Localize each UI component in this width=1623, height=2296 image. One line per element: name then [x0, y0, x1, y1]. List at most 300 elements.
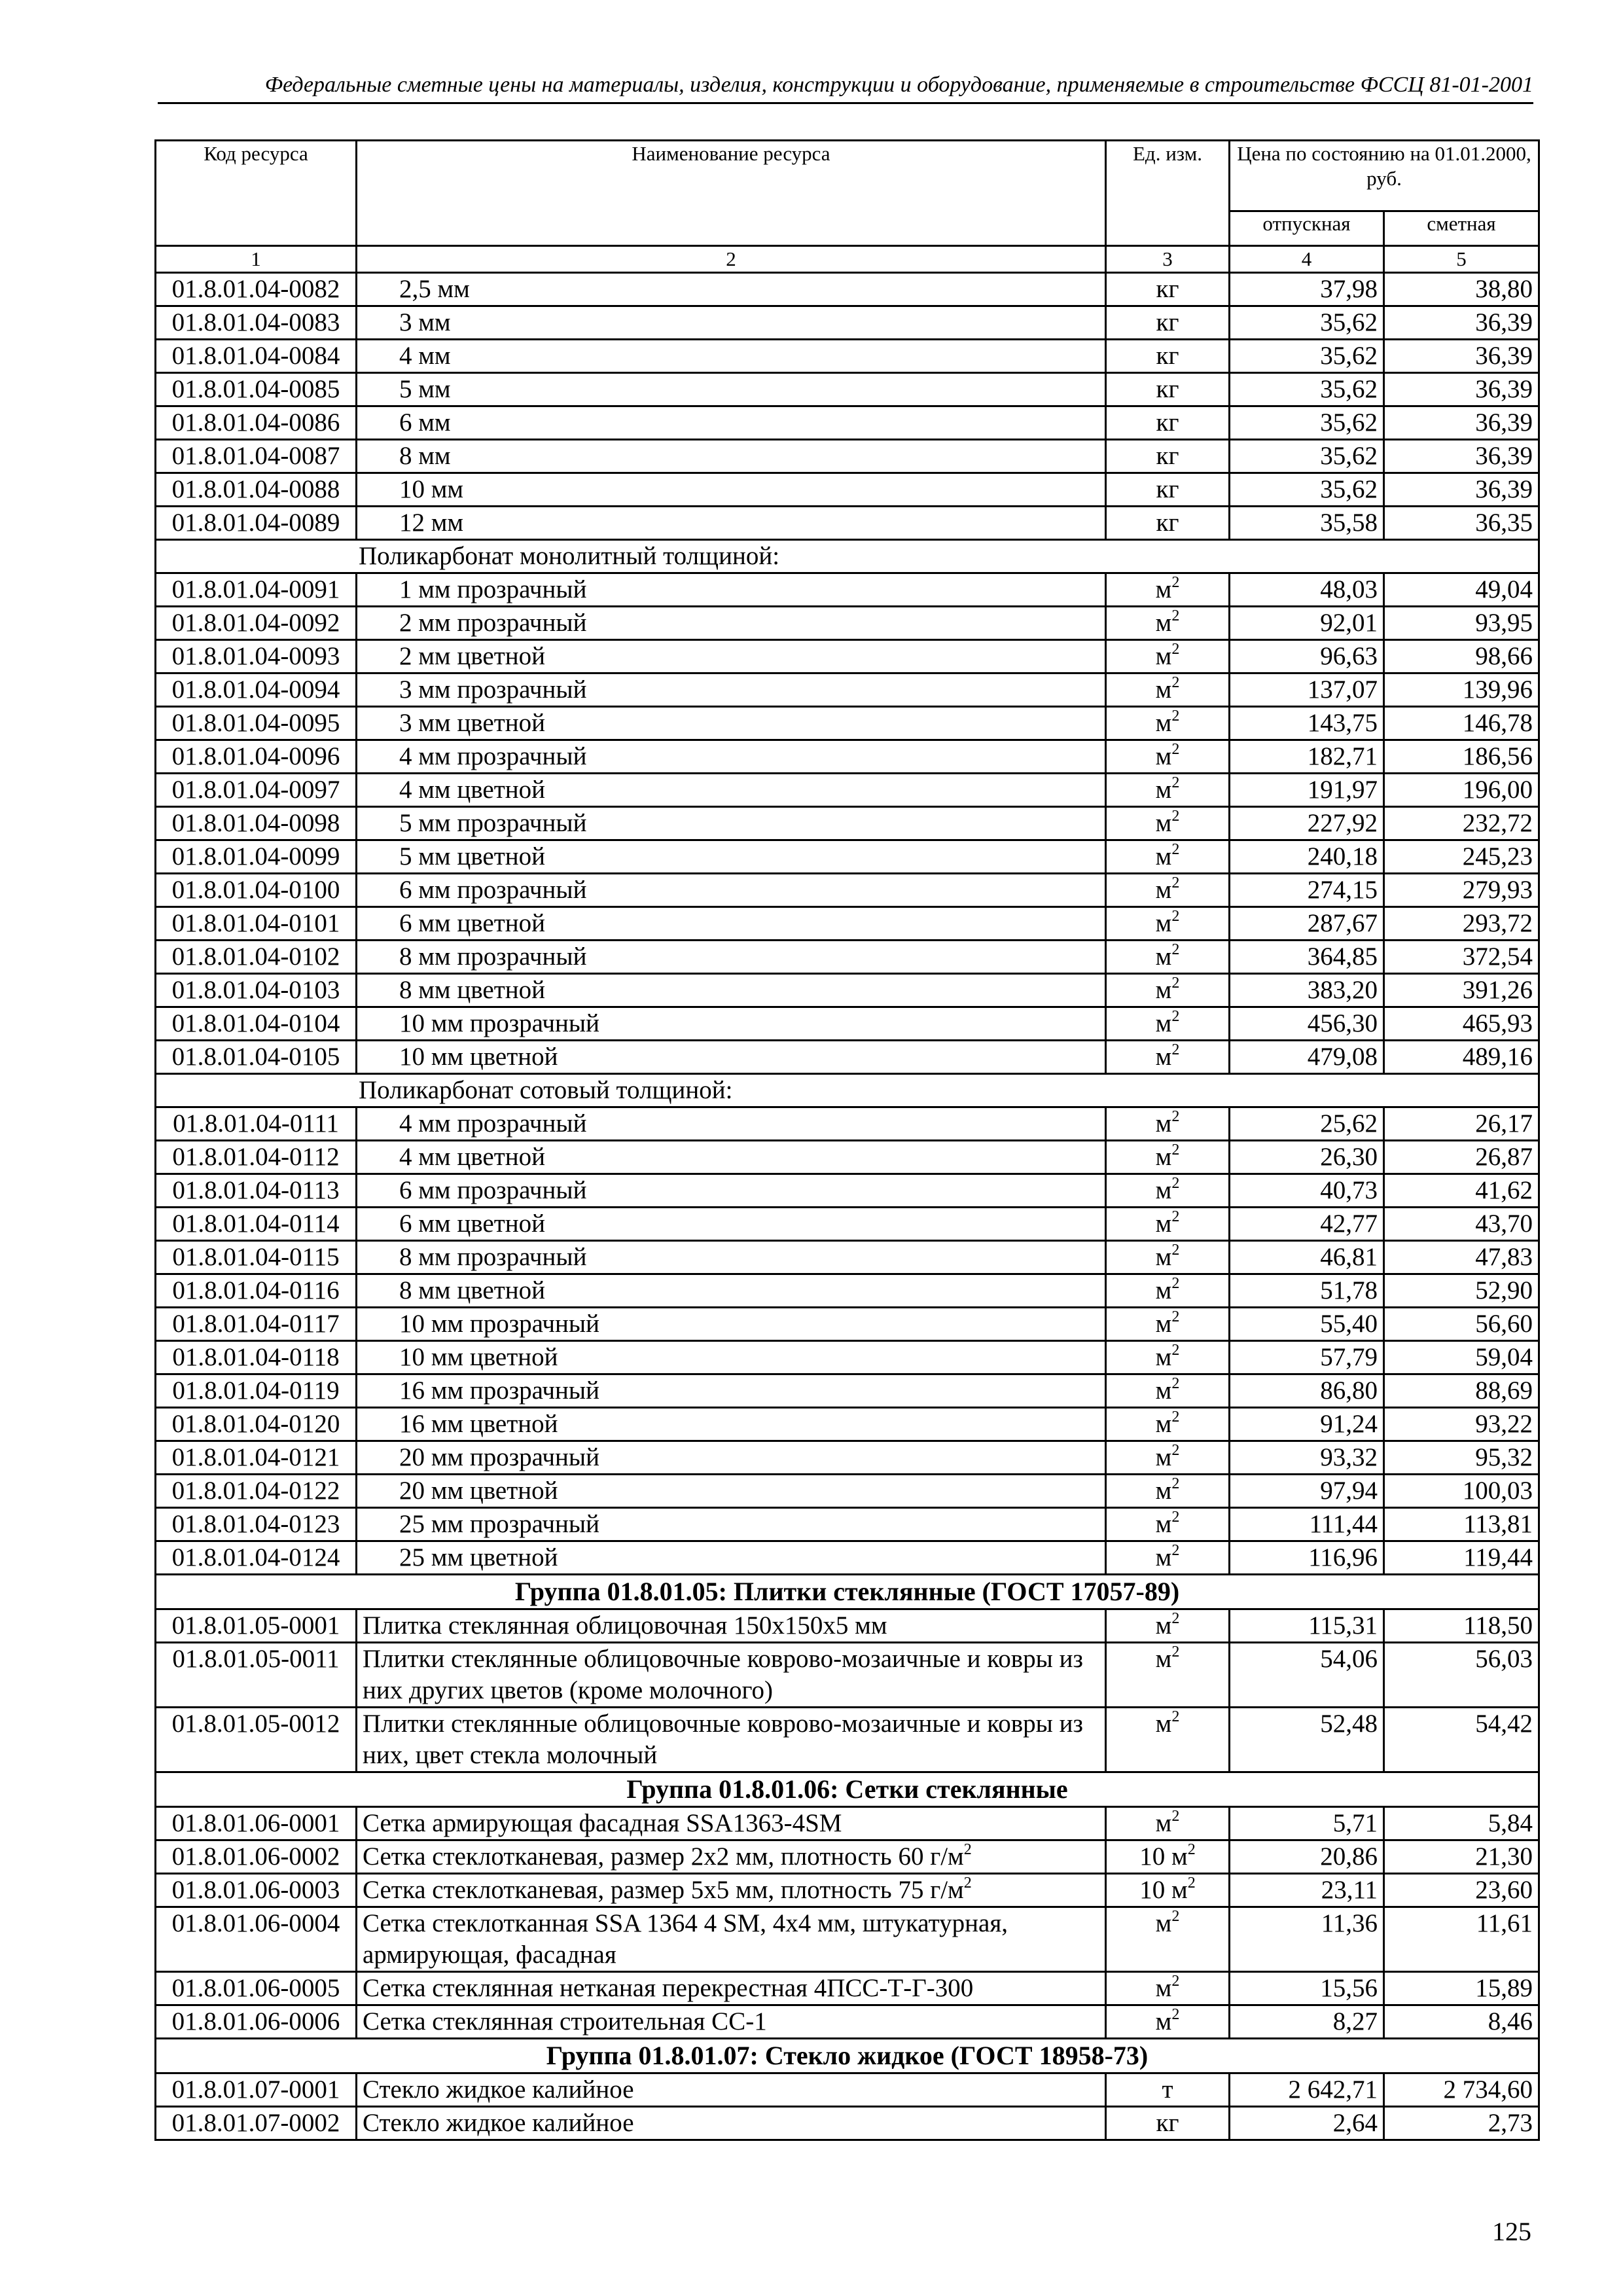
- price-release: 274,15: [1230, 874, 1384, 907]
- resource-name-text: 1 мм прозрачный: [399, 575, 587, 603]
- unit-superscript: 2: [1171, 1408, 1180, 1426]
- table-row: [156, 1541, 1539, 1575]
- unit-cell: [1106, 340, 1230, 373]
- resource-name: [357, 1907, 1106, 1972]
- price-estimate: 146,78: [1384, 707, 1539, 740]
- price-estimate: 5,84: [1384, 1807, 1539, 1840]
- resource-name: [357, 2107, 1106, 2140]
- unit-cell: [1106, 1308, 1230, 1341]
- unit-text: м: [1155, 675, 1172, 704]
- resource-code: 01.8.01.04-0098: [156, 807, 357, 840]
- resource-name: [357, 640, 1106, 673]
- resource-name: [357, 1541, 1106, 1575]
- unit-superscript: 2: [1171, 975, 1180, 992]
- resource-name: [357, 1807, 1106, 1840]
- resource-code: 01.8.01.04-0089: [156, 507, 357, 540]
- table-row: [156, 1840, 1539, 1874]
- unit-text: кг: [1156, 342, 1179, 370]
- resource-code: 01.8.01.04-0095: [156, 707, 357, 740]
- resource-name: [357, 707, 1106, 740]
- group-header-row: [156, 1772, 1539, 1807]
- price-release: 48,03: [1230, 573, 1384, 607]
- resource-name-text: 16 мм прозрачный: [399, 1376, 599, 1405]
- unit-text: м: [1155, 642, 1172, 670]
- price-estimate: 54,42: [1384, 1708, 1539, 1772]
- resource-code: 01.8.01.07-0002: [156, 2107, 357, 2140]
- unit-cell: [1106, 1107, 1230, 1141]
- table-row: [156, 640, 1539, 673]
- resource-name: [357, 2005, 1106, 2039]
- resource-name: [357, 974, 1106, 1007]
- unit-text: м: [1155, 1410, 1172, 1438]
- unit-text: м: [1155, 742, 1172, 770]
- price-release: 37,98: [1230, 273, 1384, 306]
- group-header-row: [156, 1575, 1539, 1609]
- resource-name-text: Плитки стеклянные облицовочные коврово-мозаичные и ковры из них, цвет стекла молочный: [363, 1710, 1083, 1769]
- unit-cell: [1106, 1174, 1230, 1208]
- unit-cell: [1106, 373, 1230, 406]
- price-estimate: 232,72: [1384, 807, 1539, 840]
- price-release: 26,30: [1230, 1141, 1384, 1174]
- resource-name: [357, 1208, 1106, 1241]
- unit-superscript: 2: [1171, 607, 1180, 624]
- table-row: [156, 373, 1539, 406]
- resource-name-text: 10 мм цветной: [399, 1343, 558, 1371]
- price-release: 92,01: [1230, 607, 1384, 640]
- price-estimate: 8,46: [1384, 2005, 1539, 2039]
- unit-superscript: 2: [1171, 641, 1180, 658]
- resource-name: [357, 907, 1106, 941]
- price-release: 42,77: [1230, 1208, 1384, 1241]
- resource-name: [357, 1840, 1106, 1874]
- resource-name: [357, 440, 1106, 473]
- resource-code: 01.8.01.06-0001: [156, 1807, 357, 1840]
- unit-text: м: [1155, 1909, 1172, 1937]
- resource-name-text: 25 мм цветной: [399, 1543, 558, 1571]
- resource-name-text: 6 мм цветной: [399, 909, 546, 937]
- resource-name-text: Сетка армирующая фасадная SSA1363-4SM: [363, 1809, 842, 1837]
- resource-code: 01.8.01.06-0006: [156, 2005, 357, 2039]
- group-header-row: [156, 2039, 1539, 2073]
- resource-name-text: Сетка стеклотканевая, размер 2х2 мм, плотность 60 г/м: [363, 1842, 964, 1871]
- resource-code: 01.8.01.04-0116: [156, 1274, 357, 1308]
- price-estimate: 139,96: [1384, 673, 1539, 707]
- resource-code: 01.8.01.04-0118: [156, 1341, 357, 1374]
- unit-cell: [1106, 473, 1230, 507]
- unit-text: кг: [1156, 275, 1179, 303]
- unit-cell: [1106, 1341, 1230, 1374]
- price-release: 2,64: [1230, 2107, 1384, 2140]
- resource-name-text: 6 мм прозрачный: [399, 876, 587, 904]
- price-release: 383,20: [1230, 974, 1384, 1007]
- price-release: 35,62: [1230, 440, 1384, 473]
- unit-cell: [1106, 2005, 1230, 2039]
- resource-name-text: 8 мм цветной: [399, 1276, 546, 1304]
- resource-name: [357, 1174, 1106, 1208]
- page-number: 125: [1492, 2217, 1531, 2246]
- resource-code: 01.8.01.05-0011: [156, 1643, 357, 1708]
- resource-name-text: Плитки стеклянные облицовочные коврово-мозаичные и ковры из них других цветов (кроме молочного): [363, 1645, 1083, 1704]
- table-row: [156, 774, 1539, 807]
- price-release: 93,32: [1230, 1441, 1384, 1475]
- price-estimate: 23,60: [1384, 1874, 1539, 1907]
- price-estimate: 41,62: [1384, 1174, 1539, 1208]
- resource-name: [357, 273, 1106, 306]
- unit-superscript: 2: [1171, 908, 1180, 925]
- price-estimate: 245,23: [1384, 840, 1539, 874]
- price-estimate: 95,32: [1384, 1441, 1539, 1475]
- unit-cell: [1106, 406, 1230, 440]
- unit-cell: [1106, 740, 1230, 774]
- resource-name-text: 5 мм: [399, 375, 451, 403]
- resource-code: 01.8.01.04-0119: [156, 1374, 357, 1408]
- price-release: 456,30: [1230, 1007, 1384, 1041]
- price-release: 5,71: [1230, 1807, 1384, 1840]
- table-row: [156, 2107, 1539, 2140]
- resource-code: 01.8.01.04-0097: [156, 774, 357, 807]
- group-title: Группа 01.8.01.07: Стекло жидкое (ГОСТ 18958-73): [156, 2039, 1539, 2073]
- resource-name: [357, 1475, 1106, 1508]
- resource-code: 01.8.01.04-0082: [156, 273, 357, 306]
- resource-name-text: 16 мм цветной: [399, 1410, 558, 1438]
- price-release: 8,27: [1230, 2005, 1384, 2039]
- resource-code: 01.8.01.04-0112: [156, 1141, 357, 1174]
- resource-code: 01.8.01.04-0104: [156, 1007, 357, 1041]
- unit-superscript: 2: [1171, 1041, 1180, 1058]
- price-estimate: 36,39: [1384, 306, 1539, 340]
- price-release: 46,81: [1230, 1241, 1384, 1274]
- resource-name-text: 20 мм прозрачный: [399, 1443, 599, 1471]
- unit-text: м: [1155, 1974, 1172, 2002]
- resource-name: [357, 1274, 1106, 1308]
- unit-cell: [1106, 840, 1230, 874]
- unit-text: м: [1155, 776, 1172, 804]
- resource-name: [357, 1609, 1106, 1643]
- unit-text: м: [1155, 1210, 1172, 1238]
- resource-name-text: 6 мм прозрачный: [399, 1176, 587, 1204]
- price-release: 182,71: [1230, 740, 1384, 774]
- table-row: [156, 740, 1539, 774]
- resource-name-text: 8 мм: [399, 442, 451, 470]
- price-release: 35,62: [1230, 340, 1384, 373]
- unit-cell: [1106, 1541, 1230, 1575]
- price-release: 20,86: [1230, 1840, 1384, 1874]
- unit-superscript: 2: [1171, 1008, 1180, 1025]
- resource-name-text: Сетка стеклотканевая, размер 5х5 мм, плотность 75 г/м: [363, 1876, 964, 1904]
- resource-name-text: 4 мм цветной: [399, 1143, 546, 1171]
- unit-cell: [1106, 707, 1230, 740]
- unit-text: кг: [1156, 509, 1179, 537]
- table-row: [156, 1241, 1539, 1274]
- unit-cell: [1106, 507, 1230, 540]
- price-release: 2 642,71: [1230, 2073, 1384, 2107]
- resource-name: [357, 573, 1106, 607]
- unit-text: м: [1155, 1009, 1172, 1037]
- price-estimate: 56,03: [1384, 1643, 1539, 1708]
- table-row: [156, 1107, 1539, 1141]
- price-release: 287,67: [1230, 907, 1384, 941]
- table-row: [156, 1609, 1539, 1643]
- unit-text: т: [1162, 2075, 1173, 2104]
- unit-text: кг: [1156, 375, 1179, 403]
- resource-name: [357, 607, 1106, 640]
- unit-cell: [1106, 1643, 1230, 1708]
- unit-cell: [1106, 1840, 1230, 1874]
- table-row: [156, 1441, 1539, 1475]
- resource-name: [357, 2073, 1106, 2107]
- table-row: [156, 1508, 1539, 1541]
- resource-name: [357, 774, 1106, 807]
- header-price-release: отпускная: [1230, 211, 1384, 245]
- unit-superscript: 2: [1171, 1542, 1180, 1559]
- table-row: [156, 473, 1539, 507]
- table-row: [156, 1007, 1539, 1041]
- unit-superscript: 2: [1171, 941, 1180, 958]
- resource-name-text: 4 мм цветной: [399, 776, 546, 804]
- price-estimate: 36,39: [1384, 406, 1539, 440]
- price-estimate: 88,69: [1384, 1374, 1539, 1408]
- table-row: [156, 507, 1539, 540]
- unit-superscript: 2: [1171, 1308, 1180, 1325]
- unit-text: кг: [1156, 408, 1179, 437]
- resource-name: [357, 740, 1106, 774]
- table-row: [156, 1475, 1539, 1508]
- unit-superscript: 2: [1171, 674, 1180, 691]
- price-release: 86,80: [1230, 1374, 1384, 1408]
- resource-code: 01.8.01.04-0113: [156, 1174, 357, 1208]
- header-name: Наименование ресурса: [357, 141, 1106, 246]
- unit-text: м: [1155, 809, 1172, 837]
- unit-text: м: [1155, 1710, 1172, 1738]
- subgroup-header-row: [156, 1074, 1539, 1107]
- unit-cell: [1106, 1972, 1230, 2005]
- unit-superscript: 2: [1171, 1141, 1180, 1158]
- table-row: [156, 406, 1539, 440]
- resource-name-text: 2,5 мм: [399, 275, 470, 303]
- unit-text: м: [1155, 1645, 1172, 1673]
- resource-name: [357, 1408, 1106, 1441]
- unit-cell: [1106, 974, 1230, 1007]
- table-row: [156, 673, 1539, 707]
- table-row: [156, 1807, 1539, 1840]
- resource-name-text: 2 мм прозрачный: [399, 609, 587, 637]
- unit-text: м: [1155, 1276, 1172, 1304]
- table-row: [156, 1174, 1539, 1208]
- unit-text: м: [1155, 1343, 1172, 1371]
- unit-superscript: 2: [1171, 1375, 1180, 1392]
- price-release: 479,08: [1230, 1041, 1384, 1074]
- unit-cell: [1106, 1807, 1230, 1840]
- name-superscript: 2: [963, 1841, 972, 1858]
- table-row: [156, 1208, 1539, 1241]
- price-estimate: 38,80: [1384, 273, 1539, 306]
- subgroup-title: Поликарбонат сотовый толщиной:: [156, 1074, 1539, 1107]
- column-number: 4: [1230, 246, 1384, 273]
- resource-code: 01.8.01.04-0102: [156, 941, 357, 974]
- unit-text: м: [1155, 1376, 1172, 1405]
- resource-code: 01.8.01.06-0004: [156, 1907, 357, 1972]
- unit-text: 10 м: [1139, 1876, 1188, 1904]
- resource-name-text: Сетка стеклотканная SSA 1364 4 SM, 4х4 мм, штукатурная, армирующая, фасадная: [363, 1909, 1008, 1969]
- table-row: [156, 440, 1539, 473]
- price-release: 15,56: [1230, 1972, 1384, 2005]
- price-estimate: 47,83: [1384, 1241, 1539, 1274]
- table-row: [156, 1374, 1539, 1408]
- unit-superscript: 2: [1171, 741, 1180, 758]
- unit-text: м: [1155, 709, 1172, 737]
- price-release: 35,58: [1230, 507, 1384, 540]
- resource-name: [357, 306, 1106, 340]
- resource-code: 01.8.01.04-0083: [156, 306, 357, 340]
- price-estimate: 293,72: [1384, 907, 1539, 941]
- resource-name: [357, 507, 1106, 540]
- column-number: 3: [1106, 246, 1230, 273]
- resource-name-text: 20 мм цветной: [399, 1477, 558, 1505]
- unit-text: м: [1155, 909, 1172, 937]
- unit-text: м: [1155, 842, 1172, 870]
- resource-name-text: 4 мм прозрачный: [399, 742, 587, 770]
- price-estimate: 52,90: [1384, 1274, 1539, 1308]
- resource-code: 01.8.01.04-0092: [156, 607, 357, 640]
- resource-name-text: 6 мм: [399, 408, 451, 437]
- resource-code: 01.8.01.04-0091: [156, 573, 357, 607]
- resource-name-text: Сетка стеклянная нетканая перекрестная 4ПСС-Т-Г-300: [363, 1974, 974, 2002]
- resource-name: [357, 1141, 1106, 1174]
- resource-name-text: 8 мм прозрачный: [399, 942, 587, 971]
- unit-cell: [1106, 1408, 1230, 1441]
- resource-name-text: Плитка стеклянная облицовочная 150х150х5 мм: [363, 1611, 887, 1640]
- resource-code: 01.8.01.04-0122: [156, 1475, 357, 1508]
- resource-name-text: 10 мм прозрачный: [399, 1009, 599, 1037]
- price-release: 54,06: [1230, 1643, 1384, 1708]
- price-release: 35,62: [1230, 306, 1384, 340]
- unit-text: 10 м: [1139, 1842, 1188, 1871]
- price-estimate: 98,66: [1384, 640, 1539, 673]
- resource-code: 01.8.01.04-0099: [156, 840, 357, 874]
- unit-text: м: [1155, 976, 1172, 1004]
- price-estimate: 26,17: [1384, 1107, 1539, 1141]
- resource-code: 01.8.01.04-0096: [156, 740, 357, 774]
- unit-text: м: [1155, 1176, 1172, 1204]
- resource-name: [357, 807, 1106, 840]
- unit-text: кг: [1156, 442, 1179, 470]
- unit-text: м: [1155, 1510, 1172, 1538]
- table-row: [156, 807, 1539, 840]
- table-row: [156, 2005, 1539, 2039]
- price-release: 143,75: [1230, 707, 1384, 740]
- price-release: 52,48: [1230, 1708, 1384, 1772]
- resource-code: 01.8.01.04-0088: [156, 473, 357, 507]
- table-row: [156, 2073, 1539, 2107]
- resource-name-text: 3 мм: [399, 308, 451, 336]
- resource-code: 01.8.01.04-0085: [156, 373, 357, 406]
- unit-text: м: [1155, 1443, 1172, 1471]
- price-estimate: 113,81: [1384, 1508, 1539, 1541]
- price-release: 23,11: [1230, 1874, 1384, 1907]
- unit-text: м: [1155, 1809, 1172, 1837]
- resource-code: 01.8.01.04-0103: [156, 974, 357, 1007]
- price-estimate: 372,54: [1384, 941, 1539, 974]
- price-release: 40,73: [1230, 1174, 1384, 1208]
- unit-superscript: 2: [1171, 1643, 1180, 1660]
- unit-cell: [1106, 1374, 1230, 1408]
- table-row: [156, 573, 1539, 607]
- price-release: 227,92: [1230, 807, 1384, 840]
- unit-cell: [1106, 1274, 1230, 1308]
- resource-name-text: Стекло жидкое калийное: [363, 2109, 634, 2137]
- price-release: 91,24: [1230, 1408, 1384, 1441]
- unit-text: м: [1155, 1611, 1172, 1640]
- unit-superscript: 2: [1171, 2006, 1180, 2023]
- unit-text: м: [1155, 876, 1172, 904]
- price-release: 191,97: [1230, 774, 1384, 807]
- unit-text: м: [1155, 1543, 1172, 1571]
- price-estimate: 11,61: [1384, 1907, 1539, 1972]
- unit-superscript: 2: [1171, 1108, 1180, 1125]
- table-row: [156, 840, 1539, 874]
- table-row: [156, 1874, 1539, 1907]
- price-release: 51,78: [1230, 1274, 1384, 1308]
- unit-superscript: 2: [1187, 1874, 1196, 1892]
- resource-code: 01.8.01.04-0114: [156, 1208, 357, 1241]
- price-release: 35,62: [1230, 406, 1384, 440]
- unit-text: м: [1155, 1143, 1172, 1171]
- price-release: 116,96: [1230, 1541, 1384, 1575]
- table-row: [156, 974, 1539, 1007]
- unit-superscript: 2: [1171, 1708, 1180, 1725]
- resource-name: [357, 1441, 1106, 1475]
- table-row: [156, 1643, 1539, 1708]
- price-release: 35,62: [1230, 373, 1384, 406]
- price-estimate: 43,70: [1384, 1208, 1539, 1241]
- unit-cell: [1106, 1241, 1230, 1274]
- unit-cell: [1106, 1475, 1230, 1508]
- unit-cell: [1106, 1441, 1230, 1475]
- price-estimate: 36,39: [1384, 340, 1539, 373]
- resource-name-text: 4 мм: [399, 342, 451, 370]
- resource-name: [357, 1874, 1106, 1907]
- resource-code: 01.8.01.04-0093: [156, 640, 357, 673]
- resource-name: [357, 673, 1106, 707]
- table-row: [156, 1972, 1539, 2005]
- price-estimate: 36,35: [1384, 507, 1539, 540]
- unit-superscript: 2: [1171, 1808, 1180, 1825]
- resource-code: 01.8.01.06-0003: [156, 1874, 357, 1907]
- unit-cell: [1106, 1907, 1230, 1972]
- header-price-group: Цена по состоянию на 01.01.2000, руб.: [1230, 141, 1539, 211]
- resource-name-text: 10 мм цветной: [399, 1043, 558, 1071]
- resource-name: [357, 840, 1106, 874]
- resource-code: 01.8.01.06-0005: [156, 1972, 357, 2005]
- resource-code: 01.8.01.04-0101: [156, 907, 357, 941]
- unit-text: м: [1155, 609, 1172, 637]
- unit-cell: [1106, 440, 1230, 473]
- unit-text: м: [1155, 1043, 1172, 1071]
- resource-name-text: 5 мм цветной: [399, 842, 546, 870]
- unit-cell: [1106, 1708, 1230, 1772]
- table-row: [156, 1141, 1539, 1174]
- resource-code: 01.8.01.04-0120: [156, 1408, 357, 1441]
- price-estimate: 36,39: [1384, 373, 1539, 406]
- resource-name-text: 12 мм: [399, 509, 464, 537]
- resource-code: 01.8.01.06-0002: [156, 1840, 357, 1874]
- unit-cell: [1106, 874, 1230, 907]
- unit-cell: [1106, 907, 1230, 941]
- price-release: 115,31: [1230, 1609, 1384, 1643]
- resource-name-text: Стекло жидкое калийное: [363, 2075, 634, 2104]
- resource-code: 01.8.01.04-0111: [156, 1107, 357, 1141]
- unit-superscript: 2: [1171, 841, 1180, 858]
